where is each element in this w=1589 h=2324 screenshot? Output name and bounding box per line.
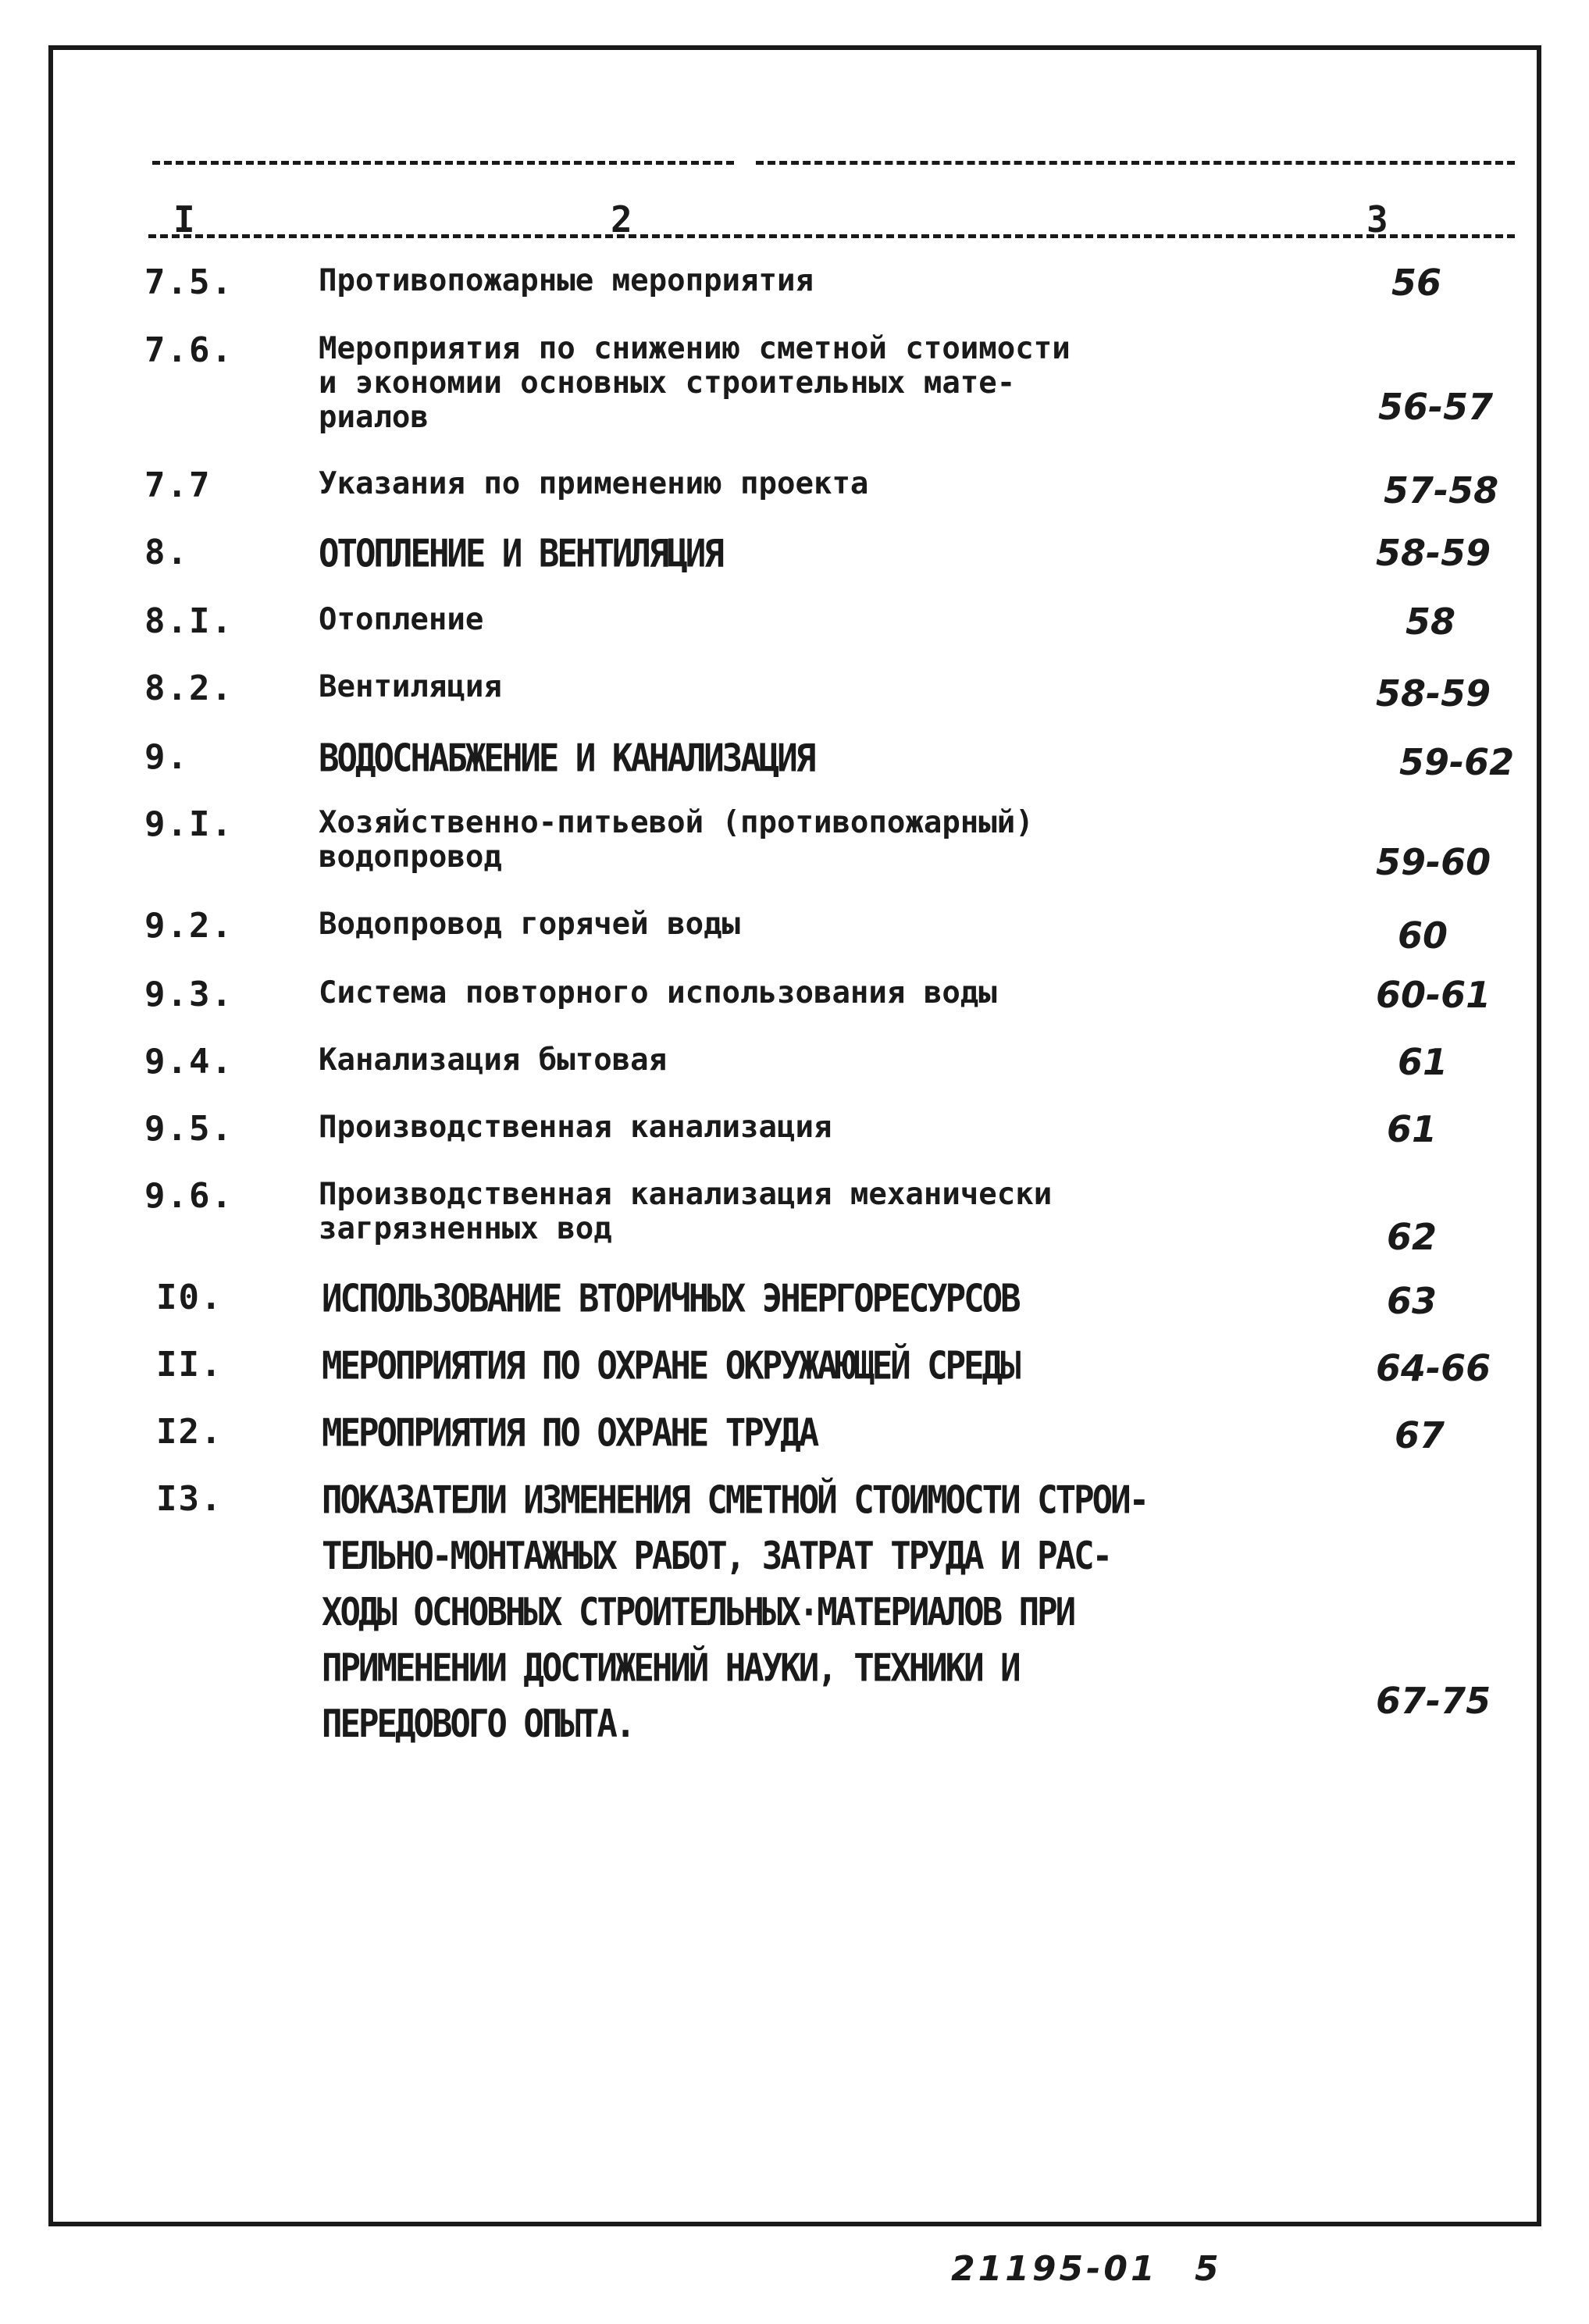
- section-number: 8.I.: [144, 601, 233, 641]
- column-header-3: 3: [1366, 198, 1388, 241]
- page-range: 58: [1406, 601, 1456, 643]
- column-header-1: I: [173, 198, 195, 241]
- section-number: II.: [156, 1345, 223, 1385]
- section-number: 9.: [144, 737, 189, 777]
- section-title: Производственная канализация механически загрязненных вод: [319, 1177, 1053, 1246]
- section-number: 9.I.: [144, 804, 233, 844]
- page-range: 60-61: [1376, 974, 1491, 1016]
- section-title: Хозяйственно-питьевой (противопожарный) водопровод: [319, 805, 1034, 875]
- section-number: 9.3.: [144, 975, 233, 1014]
- section-number: 7.6.: [144, 330, 233, 370]
- page-range: 62: [1387, 1216, 1438, 1258]
- section-number: 9.2.: [144, 906, 233, 946]
- page-range: 56: [1391, 262, 1442, 304]
- section-title: ОТОПЛЕНИЕ И ВЕНТИЛЯЦИЯ: [319, 531, 722, 576]
- column-header-2: 2: [611, 198, 632, 241]
- section-number: 9.4.: [144, 1042, 233, 1082]
- section-number: I3.: [156, 1479, 223, 1519]
- page-range: 60: [1398, 914, 1448, 957]
- section-number: 7.5.: [144, 262, 233, 302]
- page-range: 56-57: [1378, 386, 1494, 428]
- page-range: 59-62: [1399, 741, 1515, 783]
- section-number: 7.7: [144, 465, 212, 505]
- section-title: Система повторного использования воды: [319, 975, 997, 1011]
- document-code: 21195-01: [951, 2249, 1158, 2289]
- header-rule: [148, 234, 1515, 238]
- section-title: Отопление: [319, 602, 484, 637]
- section-number: 8.2.: [144, 668, 233, 708]
- section-title: МЕРОПРИЯТИЯ ПО ОХРАНЕ ОКРУЖАЮЩЕЙ СРЕДЫ: [322, 1343, 1019, 1388]
- section-number: 8.: [144, 533, 189, 572]
- section-title: Вентиляция: [319, 669, 502, 704]
- section-title: Указания по применению проекта: [319, 466, 869, 501]
- section-title: Противопожарные мероприятия: [319, 263, 814, 298]
- section-number: 9.6.: [144, 1176, 233, 1216]
- page-range: 63: [1387, 1280, 1438, 1322]
- page-range: 64-66: [1376, 1347, 1491, 1389]
- section-title: ВОДОСНАБЖЕНИЕ И КАНАЛИЗАЦИЯ: [319, 736, 814, 781]
- page-range: 57-58: [1384, 469, 1499, 511]
- page-range: 67-75: [1376, 1680, 1491, 1722]
- page-range: 61: [1387, 1108, 1438, 1150]
- section-title: Производственная канализация: [319, 1110, 832, 1145]
- section-number: I0.: [156, 1278, 223, 1317]
- section-title: Водопровод горячей воды: [319, 907, 741, 942]
- top-rule-left: [152, 161, 734, 165]
- section-title: МЕРОПРИЯТИЯ ПО ОХРАНЕ ТРУДА: [322, 1410, 818, 1456]
- page-range: 59-60: [1376, 841, 1491, 883]
- page-range: 58-59: [1376, 532, 1491, 574]
- page-range: 58-59: [1376, 672, 1491, 715]
- page-range: 61: [1398, 1041, 1448, 1083]
- page-number: 5: [1195, 2249, 1219, 2289]
- section-title: Мероприятия по снижению сметной стоимости и экономии основных строительных мате- риалов: [319, 331, 1071, 435]
- section-title: Канализация бытовая: [319, 1043, 668, 1078]
- section-number: 9.5.: [144, 1109, 233, 1149]
- section-number: I2.: [156, 1412, 223, 1452]
- page-range: 67: [1395, 1414, 1445, 1456]
- section-title: ПОКАЗАТЕЛИ ИЗМЕНЕНИЯ СМЕТНОЙ СТОИМОСТИ СТРОИ- ТЕЛЬНО-МОНТАЖНЫХ РАБОТ, ЗАТРАТ ТРУДА И РАС- ХОДЫ ОСНОВНЫХ СТРОИТЕЛЬНЫХ·МАТЕРИАЛОВ ПРИ ПРИМЕНЕНИИ ДОСТИЖЕНИЙ НАУКИ, ТЕХНИКИ И ПЕРЕДОВОГО ОПЫТА.: [322, 1477, 1148, 1747]
- section-title: ИСПОЛЬЗОВАНИЕ ВТОРИЧНЫХ ЭНЕРГОРЕСУРСОВ: [322, 1276, 1019, 1321]
- top-rule-right: [756, 161, 1515, 165]
